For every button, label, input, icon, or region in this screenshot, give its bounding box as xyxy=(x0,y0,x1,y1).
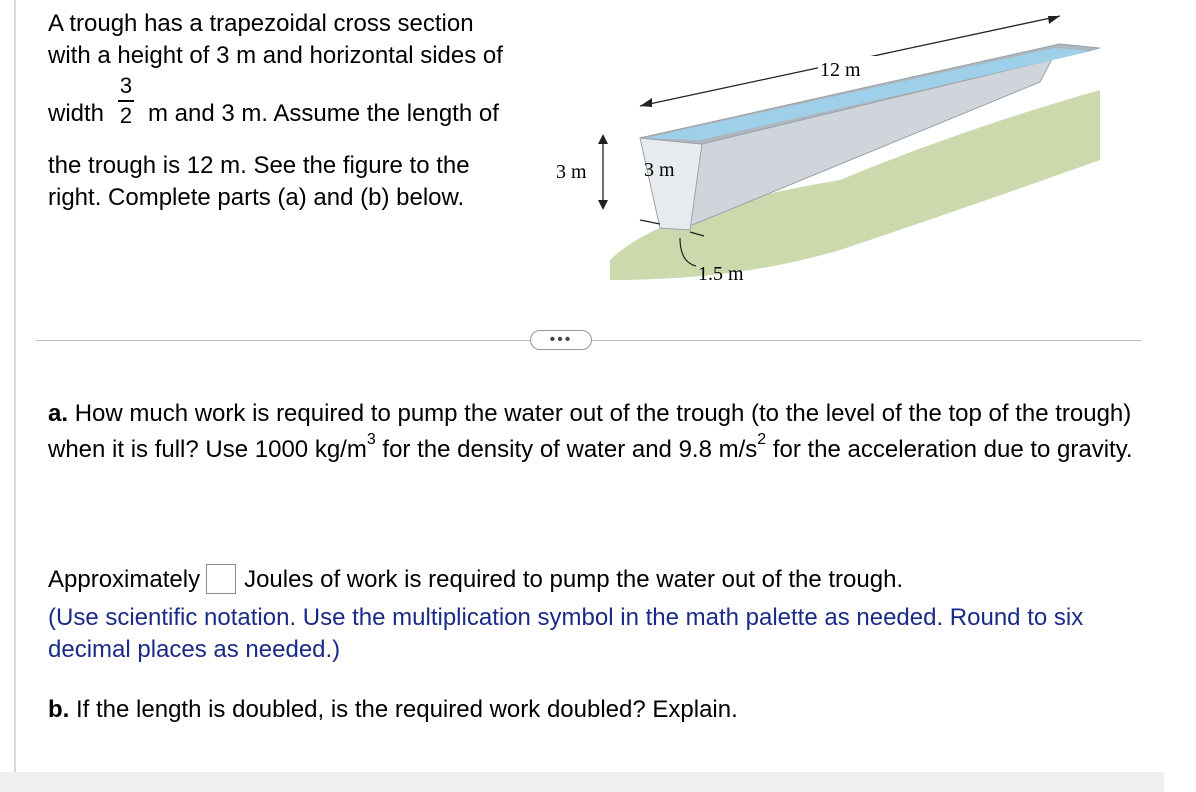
height-label: 3 m xyxy=(556,161,587,183)
bottom-bar xyxy=(0,772,1164,792)
length-label: 12 m xyxy=(820,59,861,81)
problem-line-1: A trough has a trapezoidal cross section xyxy=(48,10,474,37)
answer-hint: (Use scientific notation. Use the multiplication symbol in the math palette as needed. Round to six decimal places as needed.) xyxy=(48,604,1084,663)
problem-line-2: with a height of 3 m and horizontal sides of xyxy=(48,42,503,69)
bottom-width-label: 1.5 m xyxy=(698,263,744,285)
height-arrow-top xyxy=(598,134,608,144)
part-b-question xyxy=(48,692,738,728)
part-b-text: If the length is doubled, is the required work doubled? Explain. xyxy=(76,696,738,723)
part-a-text-1: How much work is required to pump the water out of the trough (to the level of the top of the trough) when it is full? Use 1000 kg/m xyxy=(48,400,1132,463)
left-border xyxy=(14,0,16,772)
density-exponent: 3 xyxy=(366,431,376,448)
problem-line-4: the trough is 12 m. See the figure to the xyxy=(48,152,470,179)
fraction-three-halves xyxy=(118,74,134,128)
trough-illustration xyxy=(540,10,1100,310)
answer-row xyxy=(48,562,903,598)
height-arrow-bottom xyxy=(598,200,608,210)
problem-line-5: right. Complete parts (a) and (b) below. xyxy=(48,184,465,211)
answer-prefix: Approximately xyxy=(48,566,201,593)
part-a-label: a. xyxy=(48,400,69,427)
part-a-question xyxy=(48,396,1148,468)
fraction-numerator: 3 xyxy=(119,73,133,98)
problem-line-3: m and 3 m. Assume the length of xyxy=(148,100,499,127)
part-a-text-3: for the acceleration due to gravity. xyxy=(766,436,1133,463)
length-arrow-right xyxy=(1048,16,1060,24)
part-b-label: b. xyxy=(48,696,70,723)
bottom-arrow-left xyxy=(640,220,660,224)
more-options-button[interactable]: ••• xyxy=(530,330,592,350)
top-width-label: 3 m xyxy=(644,159,675,181)
answer-input[interactable] xyxy=(206,564,236,594)
length-arrow-left xyxy=(640,98,652,107)
part-a-text-2: for the density of water and 9.8 m/s xyxy=(375,436,758,463)
gravity-exponent: 2 xyxy=(757,431,767,448)
fraction-bar xyxy=(118,100,134,102)
problem-width-word: width xyxy=(48,100,105,127)
trough-figure xyxy=(540,10,1100,310)
answer-suffix: Joules of work is required to pump the water out of the trough. xyxy=(244,566,904,593)
fraction-denominator: 2 xyxy=(119,103,133,128)
